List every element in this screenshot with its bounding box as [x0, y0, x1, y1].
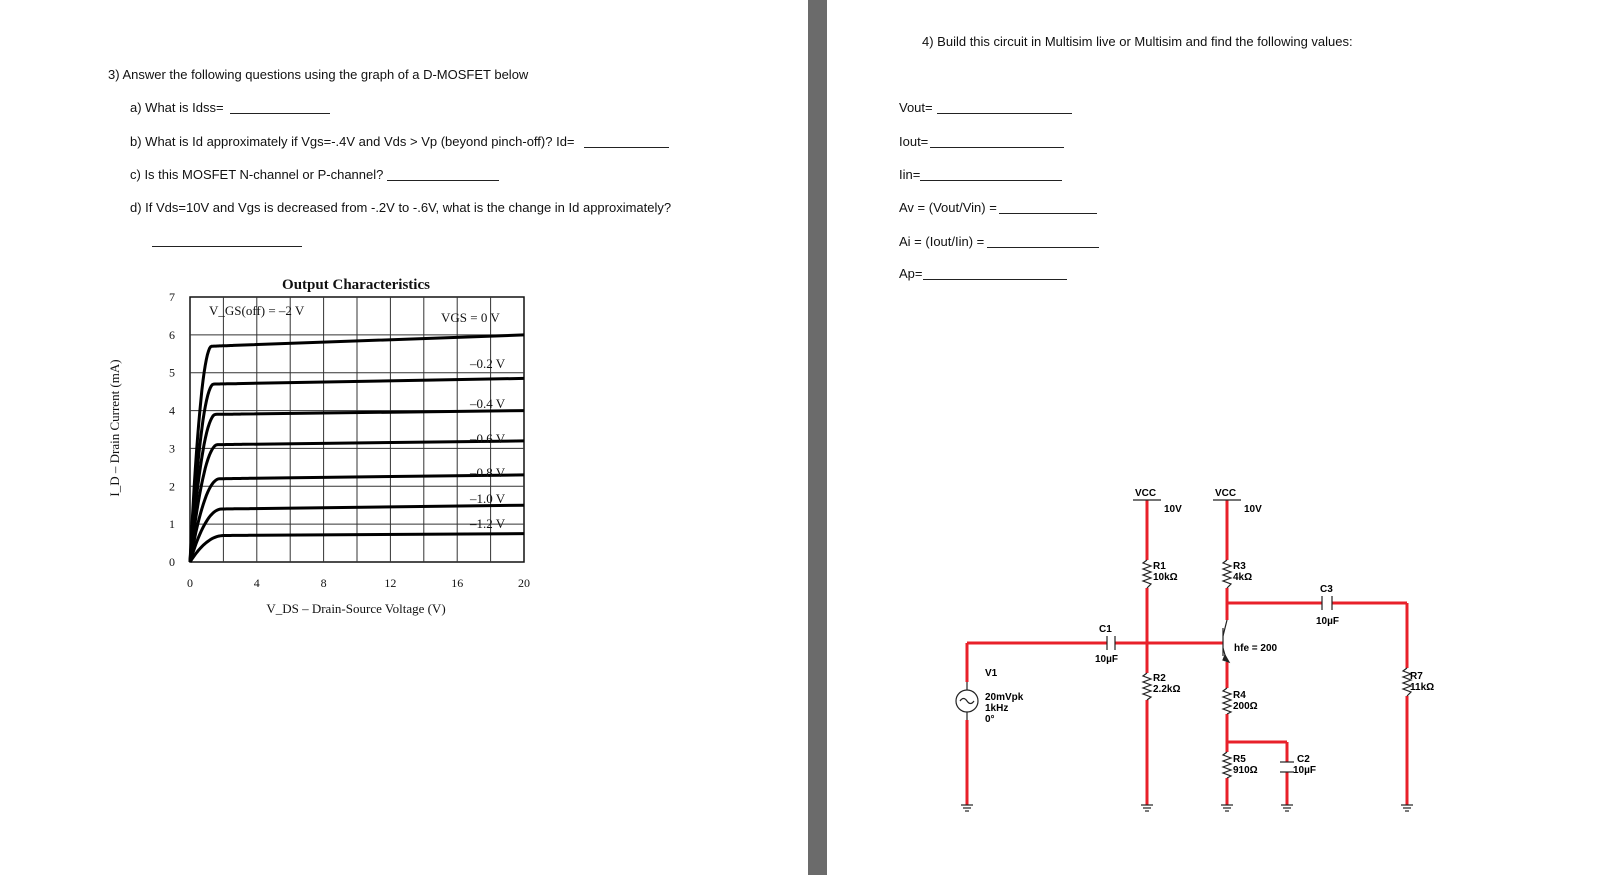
r3-value: 4kΩ: [1233, 572, 1253, 583]
vcc1-value: 10V: [1164, 504, 1182, 515]
series-label: VGS = 0 V: [441, 310, 500, 325]
v1-label: V1: [985, 668, 998, 679]
y-tick-label: 1: [169, 517, 175, 532]
r3-label: R3: [1233, 561, 1246, 572]
q3-title: 3) Answer the following questions using the graph of a D-MOSFET below: [108, 67, 529, 82]
x-tick-label: 12: [384, 576, 397, 590]
r1-label: R1: [1153, 561, 1166, 572]
c1-value: 10µF: [1095, 654, 1118, 665]
vgs-off-label: V_GS(off) = –2 V: [209, 303, 305, 318]
y-tick-label: 7: [169, 290, 175, 304]
right-page: [827, 0, 1603, 875]
vcc2-label: VCC: [1215, 488, 1237, 499]
series-label: –0.8 V: [470, 465, 506, 480]
v1-phase: 0°: [985, 714, 995, 725]
r1-value: 10kΩ: [1153, 572, 1178, 583]
question-d: d) If Vds=10V and Vgs is decreased from -.2V to -.6V, what is the change in Id approximately?: [130, 200, 672, 215]
vcc1-label: VCC: [1135, 488, 1157, 499]
question-a: a) What is Idss=: [130, 100, 224, 115]
c1-label: C1: [1099, 624, 1112, 635]
question-c: c) Is this MOSFET N-channel or P-channel?: [130, 167, 384, 182]
series-label: –1.0 V: [470, 491, 506, 506]
output-characteristics-chart: [0, 0, 808, 640]
series-label: –1.2 V: [470, 516, 506, 531]
c3-label: C3: [1320, 584, 1333, 595]
y-tick-labels: [169, 290, 175, 569]
q4-title: 4) Build this circuit in Multisim live or Multisim and find the following values:: [922, 34, 1353, 49]
field-iout: Iout=: [899, 134, 929, 149]
r2-resistor: [1143, 673, 1151, 700]
y-tick-label: 6: [169, 327, 175, 342]
series-label: –0.2 V: [470, 356, 506, 371]
r5-resistor: [1223, 752, 1231, 778]
c3-value: 10µF: [1316, 616, 1339, 627]
r3-resistor: [1223, 560, 1231, 588]
r4-resistor: [1223, 688, 1231, 714]
y-tick-label: 2: [169, 479, 175, 494]
page-gutter: [808, 0, 827, 875]
r2-value: 2.2kΩ: [1153, 684, 1181, 695]
vcc2-value: 10V: [1244, 504, 1262, 515]
r5-value: 910Ω: [1233, 765, 1258, 776]
x-tick-label: 0: [187, 576, 193, 590]
field-av: Av = (Vout/Vin) =: [899, 200, 997, 215]
field-iin: Iin=: [899, 167, 921, 182]
x-tick-labels: [187, 576, 530, 590]
y-axis-label: I_D – Drain Current (mA): [107, 359, 122, 497]
x-tick-label: 16: [451, 576, 464, 590]
x-tick-label: 20: [518, 576, 530, 590]
r7-value: 11kΩ: [1410, 682, 1435, 693]
series-labels: [441, 310, 506, 531]
r1-resistor: [1143, 560, 1151, 588]
y-tick-label: 3: [169, 441, 175, 456]
chart-title: Output Characteristics: [282, 277, 430, 293]
question-b: b) What is Id approximately if Vgs=-.4V and Vds > Vp (beyond pinch-off)? Id=: [130, 134, 575, 149]
series-label: –0.6 V: [470, 431, 506, 446]
x-tick-label: 8: [320, 576, 327, 590]
r4-value: 200Ω: [1233, 701, 1258, 712]
circuit-schematic: [827, 0, 1603, 875]
field-ap: Ap=: [899, 266, 923, 281]
series-label: –0.4 V: [470, 396, 506, 411]
field-ai: Ai = (Iout/Iin) =: [899, 234, 985, 249]
x-tick-label: 4: [253, 576, 260, 590]
v1-freq: 1kHz: [985, 703, 1009, 714]
r4-label: R4: [1233, 690, 1246, 701]
y-tick-label: 0: [169, 555, 175, 569]
y-tick-label: 5: [169, 365, 175, 380]
x-axis-label: V_DS – Drain-Source Voltage (V): [266, 601, 446, 616]
c2-label: C2: [1297, 754, 1310, 765]
v1-amp: 20mVpk: [985, 692, 1024, 703]
r7-label: R7: [1410, 671, 1423, 682]
field-vout: Vout=: [899, 100, 933, 115]
c2-value: 10µF: [1293, 765, 1316, 776]
hfe-label: hfe = 200: [1234, 643, 1278, 654]
r2-label: R2: [1153, 673, 1166, 684]
y-tick-label: 4: [169, 403, 175, 418]
r5-label: R5: [1233, 754, 1246, 765]
